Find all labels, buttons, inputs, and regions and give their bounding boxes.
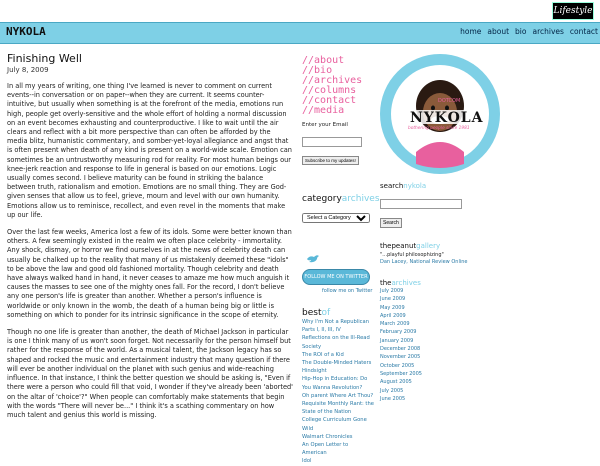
archive-month-link[interactable]: March 2009 <box>380 321 410 328</box>
nav-bio[interactable]: bio <box>515 27 527 36</box>
post-paragraph: Though no one life is greater than another, the death of Michael Jackson in particular is one I think many of us won't soon forget. Not necessarily for the person himself but rather for the response of the world. As a musical talent, the Jackson legacy has so shaped and rocked the music and entertainment industry that many question if there will ever be another individual on the planet with such genius and wide-reaching influence. In that instance, I think the better question we should be asking is, "Even if there were a person who could fill that void, I wonder if they've already been 'aborted' on the altar of 'choice'?" When people can comfortably make statements that begin with the words "There will never be..." I think it's a scathing commentary on how much talent and genius this world is missing. <box>7 328 293 419</box>
site-header <box>0 22 600 44</box>
right-sidebar <box>380 182 484 403</box>
search-heading-suffix: nykola <box>403 182 427 190</box>
archives-heading-prefix: the <box>380 279 392 287</box>
search-heading-prefix: search <box>380 182 404 190</box>
best-of-list <box>302 318 374 466</box>
peanut-quote: "...playful philosophizing" <box>380 252 444 258</box>
peanut-heading-prefix: thepeanut <box>380 242 417 250</box>
lifestyle-badge[interactable]: Lifestyle <box>552 2 594 20</box>
sidebar-link-bio[interactable]: //bio <box>302 65 333 76</box>
best-of-heading <box>302 308 374 318</box>
archive-month-link[interactable]: December 2008 <box>380 346 421 353</box>
best-of-link[interactable]: Hip-Hop in Education: Do <box>302 376 368 383</box>
portrait-text-tag: bothering people since 1981 <box>408 126 470 131</box>
email-field[interactable] <box>302 137 362 147</box>
archive-month-link[interactable]: February 2009 <box>380 329 417 336</box>
archive-month-link[interactable]: July 2005 <box>380 387 404 394</box>
best-of-link[interactable]: The ROI of a Kid <box>302 351 344 358</box>
best-of-link[interactable]: Idol <box>302 458 312 465</box>
sidebar-link-archives[interactable]: //archives <box>302 75 363 86</box>
archive-month-link[interactable]: November 2005 <box>380 354 421 361</box>
site-logo[interactable]: NYKOLA <box>6 25 46 38</box>
category-heading-prefix: category <box>302 194 342 204</box>
peanut-quote-author[interactable]: Dan Lacey, National Review Online <box>380 259 468 265</box>
best-of-link[interactable]: Oh parent Where Art Thou? <box>302 392 374 399</box>
follow-twitter-button[interactable]: FOLLOW ME ON TWITTER <box>302 269 370 285</box>
category-heading-suffix: archives <box>341 194 380 204</box>
peanut-heading-suffix: gallery <box>416 242 441 250</box>
archives-heading-suffix: archives <box>391 279 421 287</box>
sidebar-link-contact[interactable]: //contact <box>302 95 357 106</box>
archives-heading <box>380 279 484 287</box>
best-of-link[interactable]: Hindsight <box>302 368 327 375</box>
sidebar-link-about[interactable]: //about <box>302 55 345 66</box>
best-of-link[interactable]: Wild <box>302 425 314 432</box>
nykola-portrait-logo[interactable] <box>378 52 502 176</box>
blog-post <box>7 52 293 419</box>
email-label: Enter your Email <box>302 122 348 128</box>
best-of-link[interactable]: Parts I, II, III, IV <box>302 327 341 334</box>
bestof-heading-suffix: of <box>321 308 331 318</box>
search-heading <box>380 182 484 190</box>
follow-twitter-link[interactable]: follow me on Twitter <box>322 288 373 294</box>
nav-home[interactable]: home <box>460 27 482 36</box>
portrait-text-name: NYKOLA <box>410 110 484 126</box>
nav-about[interactable]: about <box>487 27 510 36</box>
best-of-link[interactable]: Walmart Chronicles <box>302 433 353 440</box>
post-paragraph: Over the last few weeks, America lost a few of its idols. Some were better known than others. A few seemingly existed in the realm we often place celebrity - immortality. Any shock, dismay, or horror we find ourselves in at the news of celebrity death can usually be chalked up to the reality that many of us mistakenly deemed these "idols" to be above the law and good old fashioned mortality. Though celebrity and death have always walked hand in hand, it never ceases to amaze me how much anguish it causes the masses to see one of the mighty ones fall. For the record, I don't believe any one person's life is greater than another. Whether a person's influence is worldwide or only known in the womb, the death of a human being big or little is something on which to ponder for its intrinsic significance in the scope of eternity. <box>7 228 292 319</box>
best-of-link[interactable]: Society <box>302 343 322 350</box>
best-of-link[interactable]: You Wanna Revolution? <box>302 384 363 391</box>
best-of-link[interactable]: The Double-Minded Haters <box>302 360 372 367</box>
post-title[interactable]: Finishing Well <box>7 52 82 65</box>
peanut-gallery-heading <box>380 242 484 250</box>
category-archives-heading <box>302 194 380 204</box>
archive-month-link[interactable]: September 2005 <box>380 370 422 377</box>
archive-month-link[interactable]: May 2009 <box>380 304 405 311</box>
category-select[interactable] <box>302 213 370 223</box>
subscribe-button[interactable]: Subscribe to my updates! <box>302 156 359 165</box>
archive-month-link[interactable]: June 2005 <box>380 395 406 402</box>
twitter-bird-icon <box>306 249 374 268</box>
portrait-text-top: DOTCOM <box>438 98 461 104</box>
nav-archives[interactable]: archives <box>532 27 564 36</box>
best-of-link[interactable]: An Open Letter to American <box>302 442 349 457</box>
archive-month-link[interactable]: August 2005 <box>380 379 412 386</box>
post-paragraph: In all my years of writing, one thing I've learned is never to comment on current events--in conversation or on paper--when they are current. It seems counter-intuitive, but usually when something is at the forefront of the media, emotions run high, people get overly-sensitive and the whole effort of holding a normal discussion on an event becomes exhausting and counterproductive. I like to wait until the air clears and reflect with a bit more perspective than can often be afforded by the media blitz, humanistic commentary, and somber-yet-loyal allegiance and angst that is often present when death of any kind is present on a world-wide scale. Emotion can sometimes be an untrustworthy measuring rod for reality. For most human beings our knee-jerk reaction and response to life in general is based on our emotions. Logic usually comes second. I believe maturity can be found in striking the balance between truth, rationalism and emotion. Emotions are no small thing. They are God-given senses that allow us to feel, grieve, mourn and level with our own humanity. Emotions allow us to reminisce, recollect, and even revel in the moments that make up our life. <box>7 82 292 219</box>
best-of-link[interactable]: Requisite Monthly Rant: the <box>302 401 374 408</box>
archive-month-link[interactable]: July 2009 <box>380 288 404 294</box>
sidebar-link-columns[interactable]: //columns <box>302 85 357 96</box>
best-of-link[interactable]: Reflections on the Ill-Read <box>302 335 370 342</box>
best-of-link[interactable]: Why I'm Not a Republican <box>302 319 369 325</box>
top-bar <box>0 0 600 22</box>
middle-sidebar <box>302 55 380 466</box>
bestof-heading-prefix: best <box>302 308 322 318</box>
search-button[interactable]: Search <box>380 218 402 228</box>
archive-month-link[interactable]: June 2009 <box>380 296 406 303</box>
main-nav <box>460 27 598 36</box>
sidebar-link-media[interactable]: //media <box>302 105 345 116</box>
archive-month-link[interactable]: April 2009 <box>380 312 406 319</box>
archive-month-link[interactable]: January 2009 <box>380 337 414 344</box>
best-of-link[interactable]: College Curriculum Gone <box>302 417 367 424</box>
archive-month-link[interactable]: October 2005 <box>380 362 415 369</box>
best-of-link[interactable]: State of the Nation <box>302 409 352 416</box>
post-date: July 8, 2009 <box>7 66 49 74</box>
archive-list <box>380 287 484 403</box>
search-input[interactable] <box>380 199 462 209</box>
nav-contact[interactable]: contact <box>569 27 598 36</box>
